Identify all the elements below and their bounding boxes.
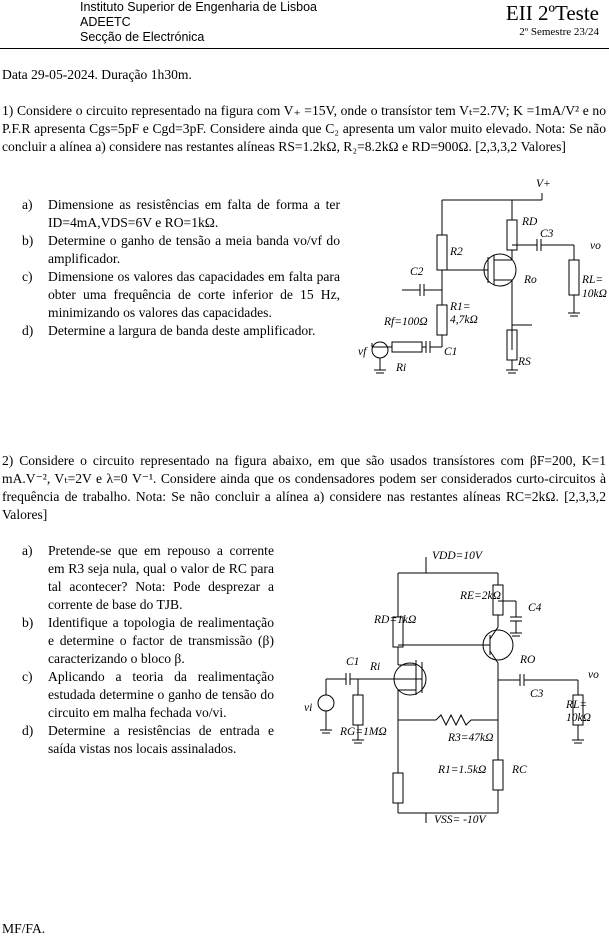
label-rg: RG=1MΩ [340,726,387,738]
section-name: Secção de Electrónica [80,30,205,44]
q2-item-a: a) Pretende-se que em repouso a corrente em R3 seja nula, qual o valor de RC para tal acontecer? Nota: Pode desprezar a corrente de base do TJB. [22,543,274,612]
exam-info: Data 29-05-2024. Duração 1h30m. [2,67,192,82]
institution-header [80,0,317,45]
label-r3: R3=47kΩ [448,732,494,744]
institute-name: Instituto Superior de Engenharia de Lisboa [80,0,317,14]
q2-circuit-diagram [298,545,608,825]
label-ro: Ro [524,274,537,286]
label-vplus: V+ [536,178,551,190]
header-divider [0,48,609,49]
q2-item-c: c) Aplicando a teoria da realimentação estudada determine o ganho de tensão do circuito em malha fechada vo/vi. [22,669,274,720]
label-ro: RO [520,654,536,666]
label-rd: RD [522,216,538,228]
label-rl: RL= [566,699,588,711]
label-vdd: VDD=10V [432,550,482,562]
label-ri: Ri [396,362,407,374]
department-name: ADEETC [80,15,131,29]
q1-items [22,196,340,340]
label-rl: RL= [582,274,604,286]
label-r1-value: 4,7kΩ [450,314,478,326]
label-re: RE=2kΩ [460,590,501,602]
q1-intro: 1) Considere o circuito representado na figura com V₊ =15V, onde o transístor tem Vₜ=2.7V; K =1mA/V² e no P.F.R apresenta Cgs=5pF e Cgd=3pF. Considere ainda que C₂ apresenta um valor muito elevado. Nota: Se não concluir a alínea a) considere nas restantes alíneas RS=1.2kΩ, R₂=8.2kΩ e RD=900Ω. [2,3,3,2 Valores] [2,103,606,154]
label-rc: RC [512,764,527,776]
footer-initials: MF/FA. [2,921,46,936]
exam-title: EII 2ºTeste [505,1,599,25]
label-c3: C3 [540,228,554,240]
exam-header [506,2,599,39]
label-c3: C3 [530,688,544,700]
label-r2: R2 [450,246,463,258]
label-c4: C4 [528,602,542,614]
label-c1: C1 [346,656,360,668]
q1-item-d: d) Determine a largura de banda deste amplificador. [22,323,316,338]
label-rf: Rf=100Ω [384,316,428,328]
label-vss: VSS= -10V [434,814,486,825]
q1-item-c: c) Dimensione os valores das capacidades em falta para obter uma frequência de corte inferior de 15 Hz, minimizando os valores das capacidades. [22,269,340,320]
label-vo: vo [588,669,599,681]
label-r1: R1= [450,301,471,313]
label-c2: C2 [410,266,424,278]
label-rl-value: 10kΩ [582,288,607,300]
label-r1: R1=1.5kΩ [438,764,487,776]
semester-label: 2º Semestre 23/24 [519,26,599,38]
label-vf: vf [358,346,367,358]
q2-item-d: d) Determine a resistências de entrada e saída vistas nos locais assinalados. [22,723,274,756]
label-c1: C1 [444,346,458,358]
label-vo: vo [590,240,601,252]
label-ri: Ri [370,661,381,673]
label-rl-value: 10kΩ [566,712,591,724]
label-rd: RD=1kΩ [374,614,417,626]
q1-item-b: b) Determine o ganho de tensão a meia banda vo/vf do amplificador. [22,233,340,266]
q1-item-a: a) Dimensione as resistências em falta de forma a ter ID=4mA,VDS=6V e RO=1kΩ. [22,197,340,230]
q1-circuit-diagram [352,165,608,395]
label-vi: vi [304,702,313,714]
label-rs: RS [518,356,531,368]
q2-item-b: b) Identifique a topologia de realimentação e determine o factor de transmissão (β) caracterizando o bloco β. [22,615,274,666]
q2-items [22,542,274,758]
q2-intro: 2) Considere o circuito representado na figura abaixo, em que são usados transístores com βF=200, K=1 mA.V⁻², Vₜ=2V e λ=0 V⁻¹. Considere ainda que os condensadores podem ser considerados curto-circuitos à frequência de trabalho. Nota: Se não concluir a alínea a) considere nas restantes alíneas RC=2kΩ. [2,3,3,2 Valores] [2,453,606,522]
